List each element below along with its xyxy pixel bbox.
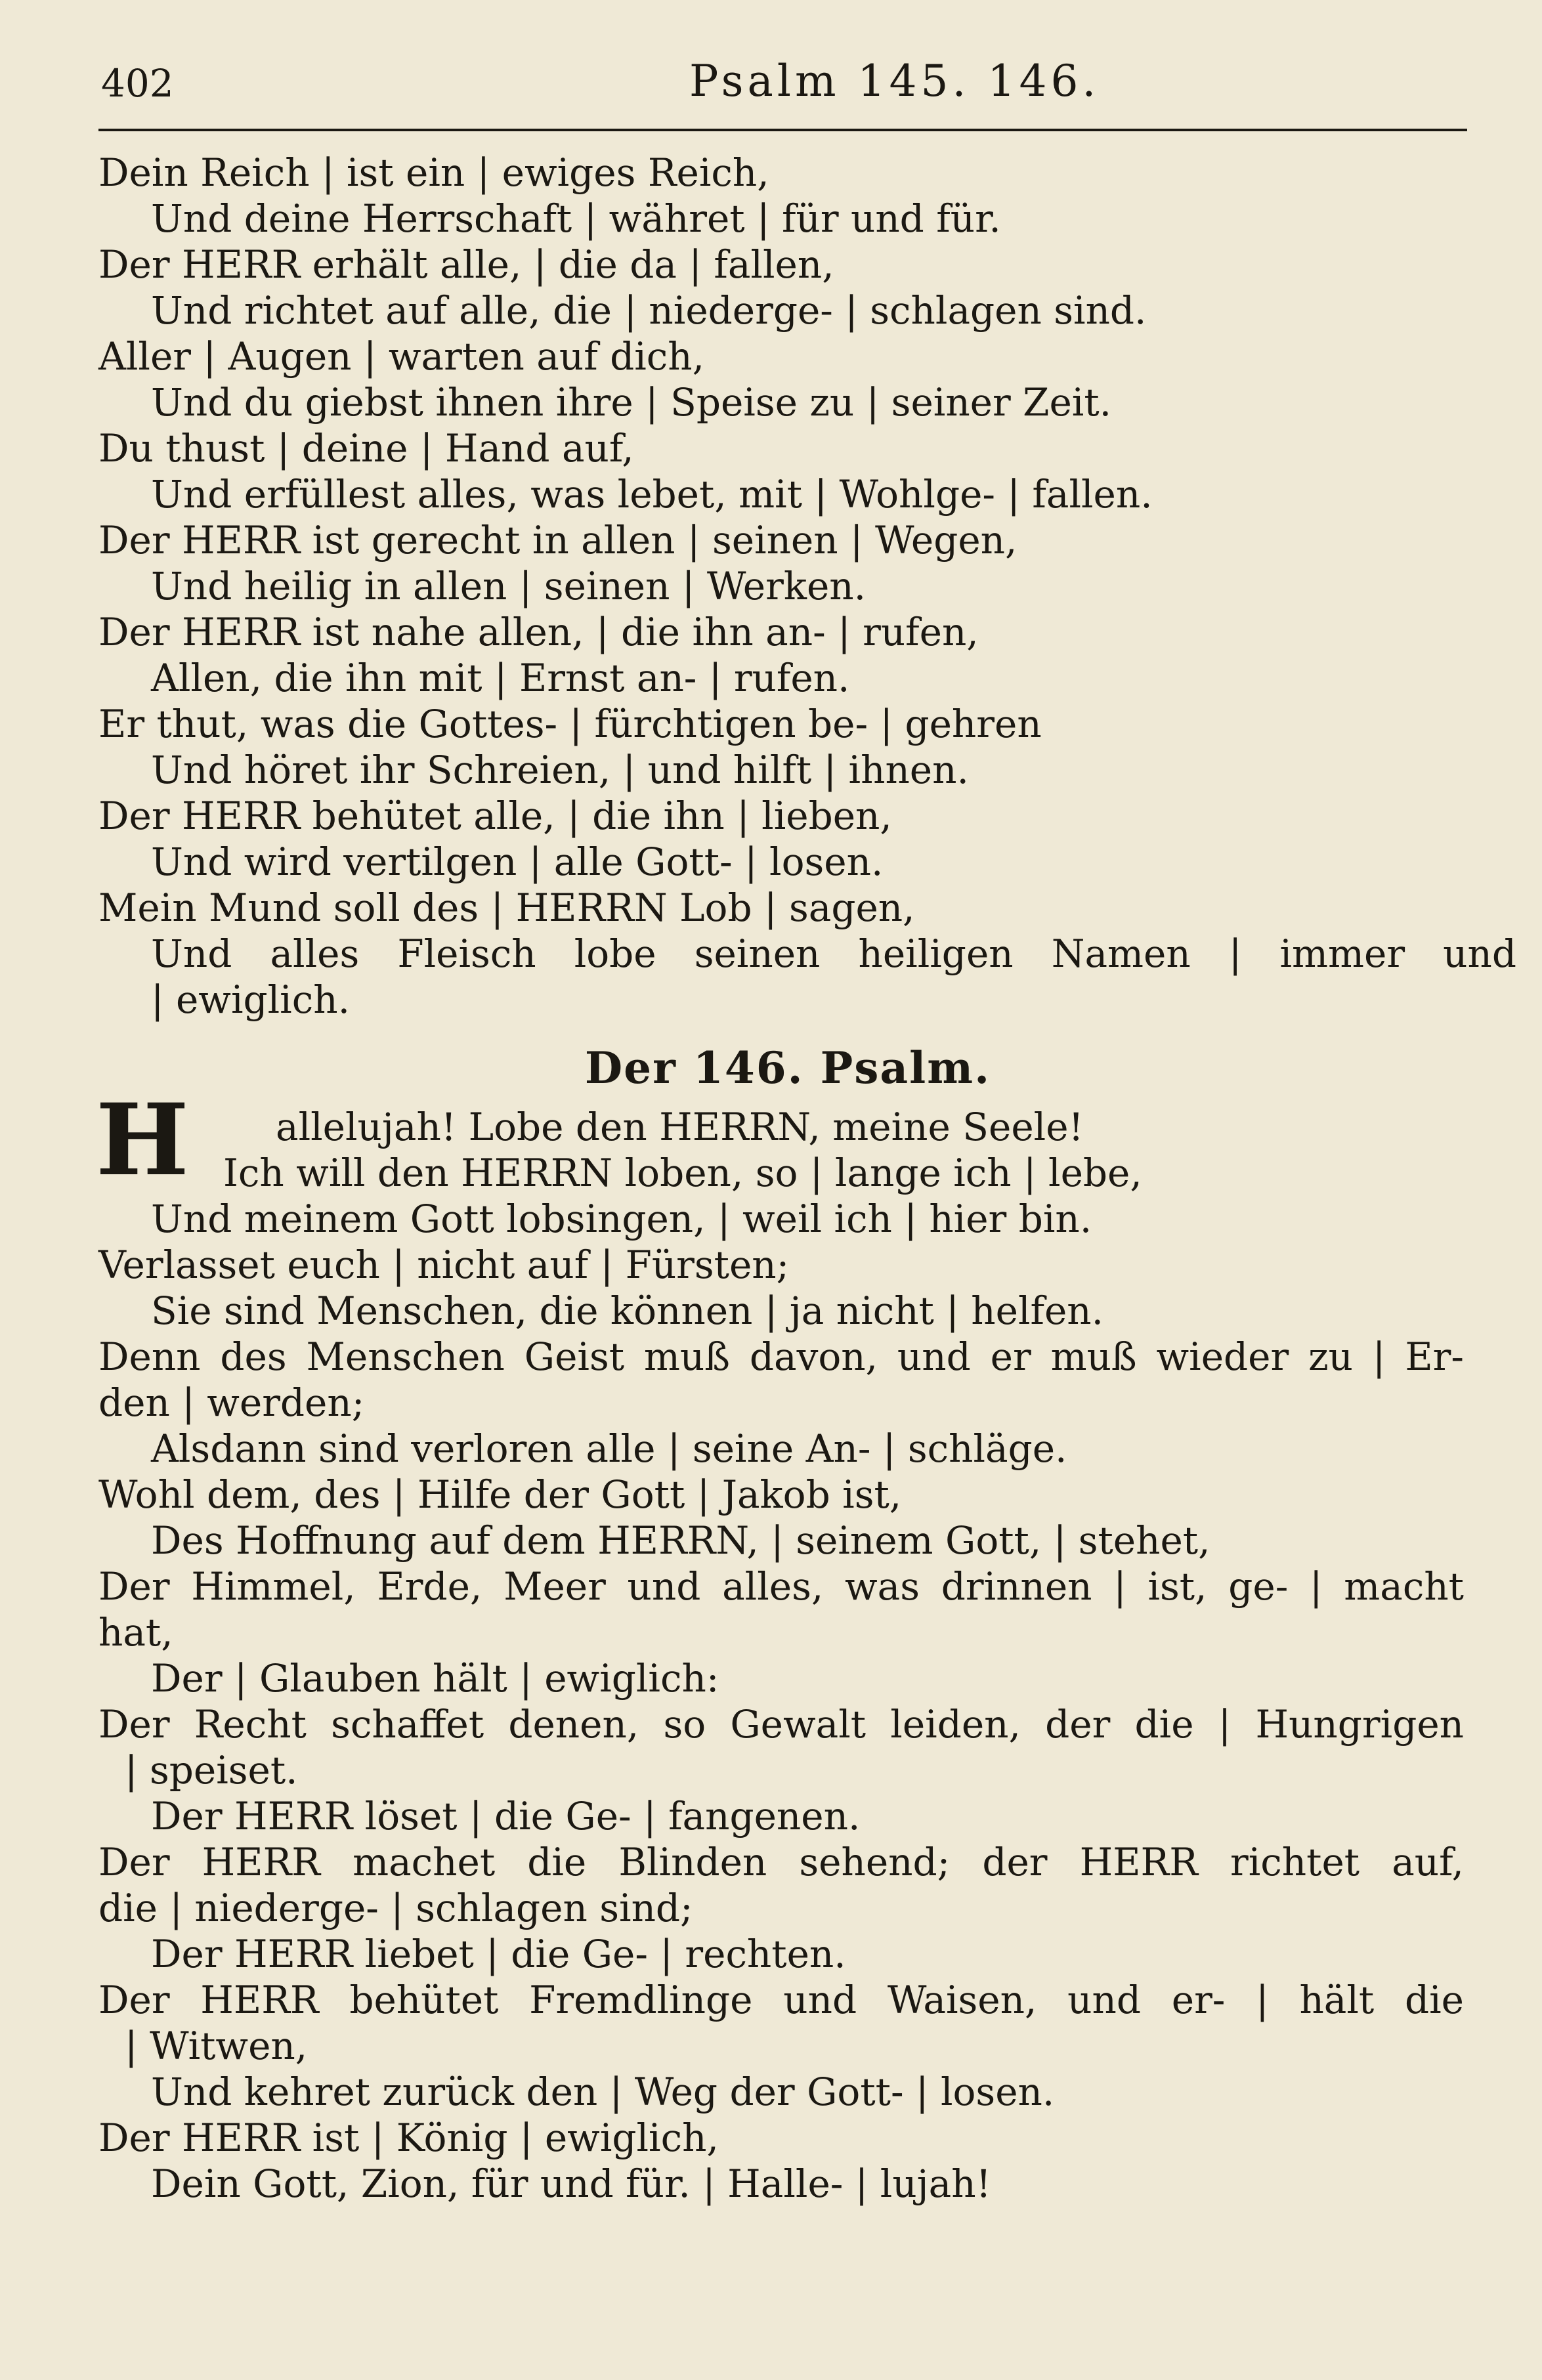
- verse-line: Der HERR liebet | die Ge- | rechten.: [151, 1932, 846, 1976]
- verse-line: Des Hoffnung auf dem HERRN, | seinem Gott, | stehet,: [151, 1518, 1210, 1563]
- page-number: 402: [101, 61, 174, 106]
- page-body: [96, 150, 1516, 2207]
- verse-line: | Witwen,: [125, 2024, 308, 2068]
- verse-line: Du thust | deine | Hand auf,: [98, 426, 634, 471]
- verse-line: Der HERR erhält alle, | die da | fallen,: [98, 242, 834, 287]
- verse-line: Der Himmel, Erde, Meer und alles, was drinnen | ist, ge- | macht: [98, 1564, 1464, 1609]
- verse-line: Der HERR behütet alle, | die ihn | lieben,: [98, 794, 892, 838]
- verse-line: Denn des Menschen Geist muß davon, und er muß wieder zu | Er-: [98, 1334, 1464, 1379]
- verse-line: Und höret ihr Schreien, | und hilft | ihnen.: [151, 748, 969, 792]
- verse-line: Ich will den HERRN loben, so | lange ich | lebe,: [223, 1151, 1142, 1195]
- psalm-146-title: Der 146. Psalm.: [584, 1042, 991, 1094]
- verse-line: Und du giebst ihnen ihre | Speise zu | seiner Zeit.: [151, 380, 1112, 425]
- verse-line: Wohl dem, des | Hilfe der Gott | Jakob ist,: [98, 1472, 902, 1517]
- verse-line: Aller | Augen | warten auf dich,: [98, 334, 705, 379]
- verse-line: Und wird vertilgen | alle Gott- | losen.: [151, 839, 884, 884]
- first-line-text: allelujah! Lobe den HERRN, meine Seele!: [276, 1105, 1084, 1149]
- verse-line: Der HERR ist gerecht in allen | seinen | Wegen,: [98, 518, 1017, 563]
- verse-line: Der HERR machet die Blinden sehend; der HERR richtet auf,: [98, 1840, 1464, 1884]
- verse-line: Und richtet auf alle, die | niederge- | schlagen sind.: [151, 288, 1147, 333]
- verse-line: Der HERR ist nahe allen, | die ihn an- | rufen,: [98, 610, 979, 654]
- verse-line: Er thut, was die Gottes- | fürchtigen be- | gehren: [98, 702, 1042, 746]
- verse-line: | ewiglich.: [151, 977, 350, 1022]
- verse-line: Und erfüllest alles, was lebet, mit | Wohlge- | fallen.: [151, 472, 1153, 517]
- verse-line: den | werden;: [98, 1380, 365, 1425]
- verse-line: | speiset.: [125, 1748, 298, 1793]
- verse-line: Der Recht schaffet denen, so Gewalt leiden, der die | Hungrigen: [98, 1702, 1464, 1747]
- verse-line: Der HERR ist | König | ewiglich,: [98, 2115, 719, 2160]
- drop-cap-initial: H: [96, 1082, 189, 1198]
- verse-line: Alsdann sind verloren alle | seine An- | schläge.: [151, 1426, 1067, 1471]
- verse-line: Und meinem Gott lobsingen, | weil ich | hier bin.: [151, 1197, 1092, 1241]
- verse-line: Dein Gott, Zion, für und für. | Halle- | lujah!: [151, 2161, 991, 2206]
- verse-line: Der HERR löset | die Ge- | fangenen.: [151, 1794, 861, 1838]
- verse-line: Mein Mund soll des | HERRN Lob | sagen,: [98, 885, 915, 930]
- psalm-145-verses: [98, 150, 1516, 1023]
- psalm-146-verses: [98, 1150, 1477, 2207]
- running-head: Psalm 145. 146.: [689, 56, 1100, 106]
- verse-line: die | niederge- | schlagen sind;: [98, 1886, 693, 1930]
- verse-line: Und deine Herrschaft | währet | für und für.: [151, 196, 1001, 241]
- page-header: [98, 54, 1467, 113]
- verse-line: Dein Reich | ist ein | ewiges Reich,: [98, 150, 769, 195]
- verse-line: Und heilig in allen | seinen | Werken.: [151, 564, 867, 608]
- verse-line: Und alles Fleisch lobe seinen heiligen Namen | immer und: [151, 931, 1516, 976]
- verse-line: Der | Glauben hält | ewiglich:: [151, 1656, 719, 1701]
- verse-line: Allen, die ihn mit | Ernst an- | rufen.: [151, 656, 850, 700]
- verse-line: hat,: [98, 1610, 173, 1655]
- header-rule: [98, 129, 1467, 131]
- verse-line: Und kehret zurück den | Weg der Gott- | losen.: [151, 2070, 1055, 2114]
- verse-line: Verlasset euch | nicht auf | Fürsten;: [98, 1243, 790, 1287]
- verse-line: Der HERR behütet Fremdlinge und Waisen, und er- | hält die: [98, 1978, 1464, 2022]
- verse-line: Sie sind Menschen, die können | ja nicht | helfen.: [151, 1288, 1104, 1333]
